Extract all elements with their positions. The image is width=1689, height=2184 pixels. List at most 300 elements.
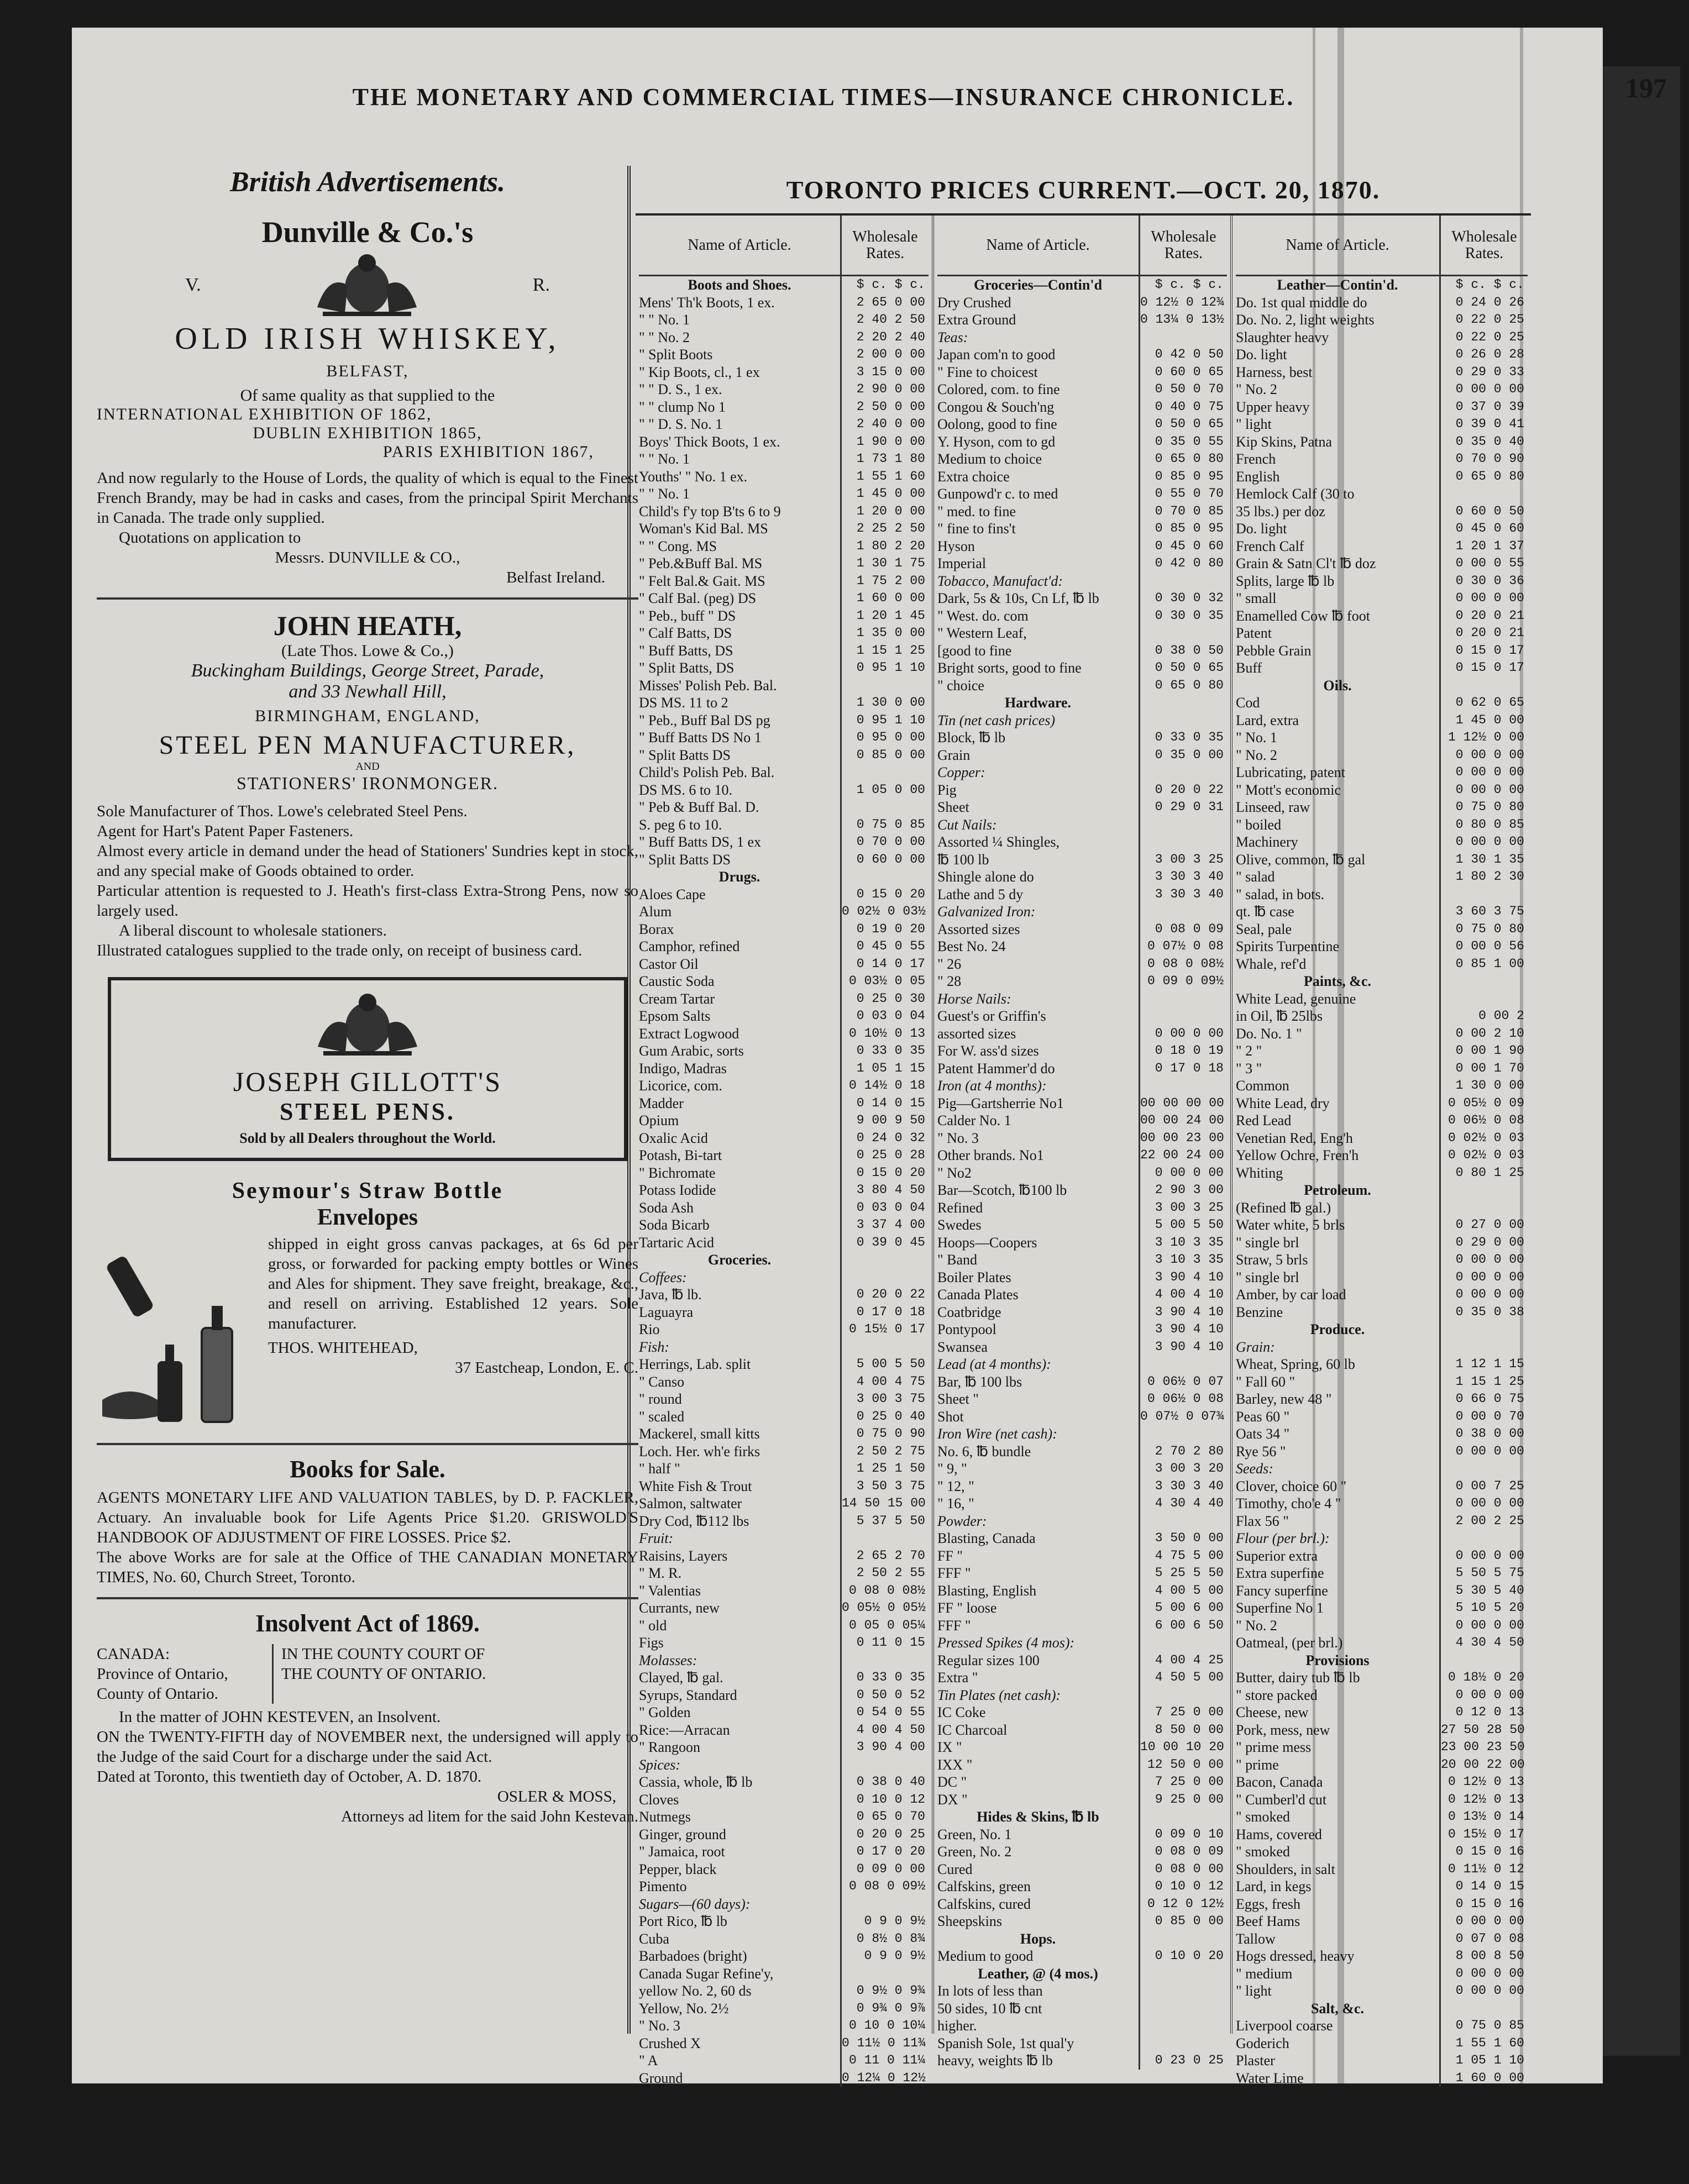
article-name: Bright sorts, good to fine [937, 660, 1082, 676]
wholesale-rate: 5 37 5 50 [840, 1513, 929, 1530]
dunville-location: Belfast Ireland. [506, 569, 605, 586]
price-row [937, 624, 1227, 642]
article-name: Castor Oil [639, 956, 699, 972]
price-row [937, 1338, 1227, 1356]
price-row [1236, 1042, 1528, 1060]
section-heading-row [1236, 973, 1528, 990]
price-row [1236, 555, 1528, 573]
wholesale-rate: 0 15½ 0 17 [1439, 1826, 1528, 1844]
price-row [1236, 1947, 1528, 1965]
article-name: Extract Logwood [639, 1025, 739, 1042]
wholesale-rate: 3 50 3 75 [840, 1478, 929, 1495]
wholesale-rate [840, 764, 929, 781]
price-row [937, 1687, 1227, 1704]
wholesale-rate [840, 1756, 929, 1774]
price-row [639, 2017, 929, 2035]
price-row [639, 712, 929, 729]
wholesale-rate: 0 75 0 85 [840, 816, 929, 834]
wholesale-rate: 0 03½ 0 05 [840, 973, 929, 990]
price-row [639, 642, 929, 660]
price-row [1236, 1721, 1528, 1739]
price-row [639, 851, 929, 869]
article-name: Medium to good [937, 1948, 1034, 1964]
article-name: Barbadoes (bright) [639, 1948, 747, 1964]
wholesale-rate [1139, 1513, 1227, 1530]
wholesale-rate: 3 50 0 00 [1139, 1530, 1227, 1547]
article-name: Wheat, Spring, 60 lb [1236, 1356, 1355, 1372]
article-name: Bar—Scotch, ℔100 lb [937, 1182, 1067, 1198]
article-name: Rio [639, 1321, 660, 1337]
price-row [639, 468, 929, 486]
price-row [937, 938, 1227, 956]
wholesale-rate [1439, 1182, 1528, 1199]
page-header: THE MONETARY AND COMMERCIAL TIMES—INSURANCE CHRONICLE. [352, 83, 1295, 111]
price-row [1236, 851, 1528, 869]
price-row [937, 520, 1227, 538]
price-row [1236, 1773, 1528, 1791]
price-row [1236, 1565, 1528, 1582]
insolvent-attorneys: Attorneys ad litem for the said John Kestevan. [341, 1808, 638, 1825]
price-row [1236, 938, 1528, 956]
price-row [1236, 2017, 1528, 2035]
wholesale-rate [1439, 485, 1528, 503]
wholesale-rate [1139, 694, 1227, 712]
wholesale-rate: 5 10 5 20 [1439, 1599, 1528, 1617]
article-name: " No. 2 [1236, 1617, 1277, 1634]
price-row [937, 364, 1227, 381]
wholesale-rate: 0 75 0 90 [840, 1425, 929, 1443]
price-row [1236, 868, 1528, 886]
wholesale-rate: 0 00 0 00 [1439, 764, 1528, 781]
wholesale-rate [1439, 973, 1528, 990]
dunville-p3: DUBLIN EXHIBITION 1865, [253, 424, 482, 442]
article-name: Pressed Spikes (4 mos): [937, 1635, 1075, 1651]
wholesale-rate: 1 05 1 15 [840, 1060, 929, 1078]
price-row [639, 503, 929, 521]
price-row [639, 1095, 929, 1112]
wholesale-rate: 2 65 0 00 [840, 294, 929, 312]
books-ad [97, 1455, 638, 1587]
article-name: White Fish & Trout [639, 1478, 752, 1494]
wholesale-rate: 0 25 0 30 [840, 990, 929, 1008]
wholesale-rate [840, 868, 929, 886]
wholesale-rate: 1 20 1 37 [1439, 538, 1528, 555]
wholesale-rate: 1 05 1 10 [1439, 2052, 1528, 2070]
name-header: Name of Article. [688, 236, 791, 254]
wholesale-rate: 0 02½ 0 03½ [840, 903, 929, 921]
wholesale-rate: 0 15 0 17 [1439, 659, 1528, 677]
article-name: higher. [937, 2018, 977, 2034]
wholesale-rate [1139, 903, 1227, 921]
section-heading-row [1236, 1182, 1528, 1199]
wholesale-rate: 0 08 0 00 [1139, 1861, 1227, 1878]
wholesale-rate: 0 25 0 28 [840, 1147, 929, 1164]
price-row [639, 1234, 929, 1252]
wholesale-rate: 0 75 0 80 [1439, 799, 1528, 816]
article-name: Do. light [1236, 347, 1287, 363]
article-name: Potash, Bi-tart [639, 1147, 722, 1163]
wholesale-rate: 0 33 0 35 [840, 1669, 929, 1687]
price-row [639, 903, 929, 921]
heath-late: (Late Thos. Lowe & Co.,) [281, 642, 454, 660]
wholesale-rate: 3 60 3 75 [1439, 903, 1528, 921]
wholesale-rate: 0 00 0 00 [1139, 1164, 1227, 1182]
wholesale-rate: 0 25 0 40 [840, 1408, 929, 1426]
price-row [1236, 1286, 1528, 1304]
article-name: Pig [937, 781, 957, 798]
insolvent-court: IN THE COUNTY COURT OF [281, 1645, 485, 1663]
price-row [639, 1321, 929, 1338]
wholesale-rate: 0 05½ 0 09 [1439, 1095, 1528, 1112]
article-name: Madder [639, 1095, 684, 1111]
wholesale-rate: 0 00 0 56 [1439, 938, 1528, 956]
article-name: " Buff Batts DS, 1 ex [639, 834, 762, 850]
price-row [1236, 1425, 1528, 1443]
price-row [639, 1304, 929, 1321]
price-row [639, 607, 929, 625]
article-name: " Peb & Buff Bal. D. [639, 799, 759, 815]
article-name: Loch. Her. wh'e firks [639, 1443, 760, 1460]
article-name: Liverpool coarse [1236, 2018, 1333, 2034]
wholesale-rate: 1 55 1 60 [1439, 2035, 1528, 2052]
article-name: Block, ℔ lb [937, 729, 1006, 746]
article-name: Spanish Sole, 1st qual'y [937, 2035, 1074, 2051]
price-row [639, 1530, 929, 1547]
price-row [639, 1130, 929, 1147]
article-name: Slaughter heavy [1236, 329, 1329, 345]
price-row [1236, 799, 1528, 816]
price-row [937, 468, 1227, 486]
article-name: Java, ℔ lb. [639, 1287, 702, 1303]
wholesale-rate [1439, 990, 1528, 1008]
prices-current-table [636, 166, 1531, 2086]
wholesale-rate [840, 799, 929, 816]
heath-b6: Illustrated catalogues supplied to the trade only, on receipt of business card. [97, 942, 583, 959]
article-name: Child's f'y top B'ts 6 to 9 [639, 503, 781, 519]
wholesale-rate: 0 30 0 36 [1439, 573, 1528, 590]
wholesale-rate: 0 17 0 18 [1139, 1060, 1227, 1078]
wholesale-rate: 0 85 0 00 [840, 747, 929, 764]
wholesale-rate: 1 35 0 00 [840, 624, 929, 642]
price-row [937, 1913, 1227, 1930]
wholesale-rate: 3 00 3 25 [1139, 851, 1227, 869]
article-name: Cuba [639, 1930, 669, 1947]
wholesale-rate [1139, 1425, 1227, 1443]
article-name: " old [639, 1617, 667, 1634]
article-name: Spices: [639, 1756, 681, 1773]
wholesale-rate: 0 29 0 33 [1439, 364, 1528, 381]
wholesale-rate: 0 33 0 35 [840, 1042, 929, 1060]
price-row [639, 398, 929, 416]
price-row [639, 364, 929, 381]
article-name: Splits, large ℔ lb [1236, 573, 1335, 589]
wholesale-rate: 3 10 3 35 [1139, 1251, 1227, 1269]
article-name: Raisins, Layers [639, 1547, 728, 1564]
price-row [1236, 886, 1528, 904]
price-row [1236, 311, 1528, 329]
wholesale-rate: 0 03 0 04 [840, 1007, 929, 1025]
wholesale-rate: 0 12½ 0 13 [1439, 1791, 1528, 1809]
article-name: Clayed, ℔ gal. [639, 1670, 723, 1686]
wholesale-rate: $ c. $ c. [1139, 276, 1227, 294]
wholesale-rate: 0 00 0 55 [1439, 555, 1528, 573]
price-row [937, 346, 1227, 364]
wholesale-rate: 1 20 0 00 [840, 503, 929, 521]
section-heading-row [1236, 1652, 1528, 1670]
price-row [639, 311, 929, 329]
price-row [639, 1338, 929, 1356]
wholesale-rate [1139, 1965, 1227, 1983]
article-name: Lubricating, patent [1236, 764, 1345, 780]
crest-v: V. [185, 275, 201, 295]
wholesale-rate: 0 07 0 08 [1439, 1930, 1528, 1948]
price-row [639, 781, 929, 799]
article-name: Do. No. 1 " [1236, 1025, 1302, 1042]
wholesale-rate [1139, 1634, 1227, 1652]
article-name: Extra superfine [1236, 1565, 1324, 1581]
price-row [639, 816, 929, 834]
article-name: Butter, dairy tub ℔ lb [1236, 1670, 1360, 1686]
seymour-title: Seymour's Straw Bottle [232, 1178, 503, 1204]
article-name: Woman's Kid Bal. MS [639, 521, 768, 537]
crest-r: R. [532, 275, 550, 295]
page-edge [1603, 66, 1680, 2056]
article-name: Spirits Turpentine [1236, 938, 1340, 954]
wholesale-rate [840, 1269, 929, 1287]
wholesale-rate: 0 08 0 09 [1139, 1843, 1227, 1861]
gillott-ad [108, 977, 627, 1161]
article-name: Pebble Grain [1236, 642, 1312, 659]
wholesale-rate: 23 00 23 50 [1439, 1739, 1528, 1756]
article-name: Oxalic Acid [639, 1130, 708, 1146]
article-name: " Western Leaf, [937, 625, 1027, 641]
article-name: Sugars—(60 days): [639, 1896, 751, 1912]
price-row [937, 2052, 1227, 2070]
article-name: DS MS. 11 to 2 [639, 695, 728, 711]
price-row [937, 1269, 1227, 1287]
price-row [1236, 1704, 1528, 1721]
article-name: Assorted ¼ Shingles, [937, 834, 1059, 850]
wholesale-rate: 0 35 0 55 [1139, 433, 1227, 451]
article-name: IX " [937, 1739, 962, 1755]
article-name: FF " [937, 1547, 963, 1564]
wholesale-rate: 2 70 2 80 [1139, 1443, 1227, 1461]
article-name: " med. to fine [937, 503, 1016, 519]
wholesale-rate: 0 15 0 20 [840, 886, 929, 904]
article-name: Salmon, saltwater [639, 1495, 742, 1511]
article-name: " store packed [1236, 1687, 1318, 1703]
wholesale-rate: 0 35 0 38 [1439, 1304, 1528, 1321]
wholesale-rate: 0 60 0 00 [840, 851, 929, 869]
article-name: " smoked [1236, 1844, 1290, 1860]
article-name: [good to fine [937, 642, 1012, 659]
wholesale-rate: 0 05 0 05¼ [840, 1617, 929, 1635]
article-name: Fruit: [639, 1530, 674, 1546]
price-rows [1236, 276, 1528, 2087]
article-name: Opium [639, 1112, 679, 1128]
wholesale-rate [840, 1965, 929, 1983]
article-name: Aloes Cape [639, 886, 706, 902]
price-row [937, 677, 1227, 695]
wholesale-rate: 0 65 0 80 [1139, 677, 1227, 695]
price-row [639, 1025, 929, 1043]
price-row [1236, 1878, 1528, 1896]
article-name: yellow No. 2, 60 ds [639, 1983, 752, 1999]
price-row [639, 1147, 929, 1164]
wholesale-rate: 3 30 3 40 [1139, 868, 1227, 886]
price-row [639, 1077, 929, 1095]
wholesale-rate: 0 02½ 0 03 [1439, 1147, 1528, 1164]
price-row [639, 1112, 929, 1130]
price-row [937, 1791, 1227, 1809]
article-name: Petroleum. [1304, 1182, 1371, 1198]
wholesale-rate: 1 30 0 00 [1439, 1077, 1528, 1095]
wholesale-rate: 0 24 0 32 [840, 1130, 929, 1147]
article-name: Currants, new [639, 1600, 720, 1616]
article-name: " 2 " [1236, 1043, 1262, 1059]
wholesale-rate: 0 00 0 00 [1439, 1913, 1528, 1930]
price-row [639, 1599, 929, 1617]
section-heading-row [639, 276, 929, 294]
seymour-title-2: Envelopes [317, 1205, 418, 1230]
article-name: Sheet [937, 799, 969, 815]
article-name: Do. light [1236, 521, 1287, 537]
price-row [639, 1652, 929, 1670]
article-name: Teas: [937, 329, 968, 345]
article-name: Pimento [639, 1878, 687, 1894]
price-row [1236, 1199, 1528, 1217]
wholesale-rate: 5 00 5 50 [1139, 1216, 1227, 1234]
wholesale-rate: 0 00 0 00 [1439, 747, 1528, 764]
price-row [1236, 712, 1528, 729]
wholesale-rate: $ c. $ c. [1439, 276, 1528, 294]
price-row [937, 398, 1227, 416]
price-row [639, 1042, 929, 1060]
section-heading-row [639, 1251, 929, 1269]
price-row [1236, 1234, 1528, 1252]
seymour-address: 37 Eastcheap, London, E. C. [455, 1359, 638, 1377]
wholesale-rate: 3 90 4 00 [840, 1739, 929, 1756]
article-name: " Canso [639, 1373, 685, 1390]
price-row [1236, 398, 1528, 416]
article-name: Tallow [1236, 1930, 1276, 1947]
rates-header: Wholesale Rates. [1139, 216, 1227, 275]
wholesale-rate: 0 9½ 0 9¾ [840, 1982, 929, 2000]
article-name: " Fine to choicest [937, 364, 1038, 380]
article-name: Yellow Ochre, Fren'h [1236, 1147, 1359, 1163]
wholesale-rate: 2 50 2 75 [840, 1443, 929, 1461]
price-row [639, 1390, 929, 1408]
wholesale-rate: 1 30 1 75 [840, 555, 929, 573]
article-name: IC Charcoal [937, 1721, 1008, 1738]
article-name: " light [1236, 1983, 1272, 1999]
article-name: Timothy, cho'e 4 " [1236, 1495, 1341, 1511]
wholesale-rate: 0 00 0 00 [1439, 1617, 1528, 1635]
wholesale-rate: 4 30 4 50 [1439, 1634, 1528, 1652]
wholesale-rate: 0 00 0 00 [1439, 1286, 1528, 1304]
price-row [639, 747, 929, 764]
wholesale-rate [1139, 1930, 1227, 1948]
wholesale-rate: 2 65 2 70 [840, 1547, 929, 1565]
heath-name: JOHN HEATH, [273, 610, 462, 641]
wholesale-rate [1139, 833, 1227, 851]
wholesale-rate: 2 20 2 40 [840, 329, 929, 347]
price-row [639, 2052, 929, 2070]
books-body: AGENTS MONETARY LIFE AND VALUATION TABLES, by D. P. FACKLER, Actuary. An invaluable book for Life Agents Price $1.20. GRISWOLD'S HANDBOOK OF ADJUSTMENT OF FIRE LOSSES. Price $2. [97, 1489, 638, 1546]
price-row [1236, 1373, 1528, 1391]
article-name: White Lead, genuine [1236, 990, 1356, 1007]
article-name: Hops. [1020, 1930, 1056, 1947]
wholesale-rate: 0 00 1 90 [1439, 1042, 1528, 1060]
wholesale-rate: 0 9 0 9½ [840, 1947, 929, 1965]
article-name: Green, No. 2 [937, 1844, 1012, 1860]
price-row [937, 1947, 1227, 1965]
price-row [937, 1478, 1227, 1495]
price-row [639, 1373, 929, 1391]
article-name: White Lead, dry [1236, 1095, 1330, 1111]
dunville-messrs: Messrs. DUNVILLE & CO., [275, 549, 460, 566]
article-name: " single brl [1236, 1269, 1299, 1285]
article-name: Grain & Satn Cl't ℔ doz [1236, 555, 1376, 571]
wholesale-rate: 0 14 0 17 [840, 956, 929, 973]
dunville-product: OLD IRISH WHISKEY, [175, 322, 560, 356]
price-row [937, 886, 1227, 904]
price-row [937, 903, 1227, 921]
wholesale-rate [1439, 1530, 1528, 1547]
wholesale-rate [1439, 1321, 1528, 1338]
books-title: Books for Sale. [290, 1456, 445, 1483]
price-row [1236, 468, 1528, 486]
wholesale-rate: 0 37 0 39 [1439, 398, 1528, 416]
article-name: Leather, @ (4 mos.) [978, 1965, 1098, 1982]
section-title: British Advertisements. [230, 166, 505, 198]
article-name: Tobacco, Manufact'd: [937, 573, 1063, 589]
price-row [1236, 1356, 1528, 1373]
article-name: Iron (at 4 months): [937, 1078, 1047, 1094]
article-name: Camphor, refined [639, 938, 740, 954]
article-name: Hogs dressed, heavy [1236, 1948, 1355, 1964]
price-row [937, 1878, 1227, 1896]
wholesale-rate: 0 55 0 70 [1139, 485, 1227, 503]
article-name: Swedes [937, 1217, 982, 1233]
wholesale-rate: 0 54 0 55 [840, 1704, 929, 1721]
price-row [639, 573, 929, 590]
wholesale-rate: 3 00 3 20 [1139, 1460, 1227, 1478]
article-name: Alum [639, 904, 672, 920]
article-name: Lathe and 5 dy [937, 886, 1024, 902]
price-row [937, 956, 1227, 973]
price-row [937, 799, 1227, 816]
price-row [1236, 1599, 1528, 1617]
wholesale-rate: 5 30 5 40 [1439, 1582, 1528, 1600]
price-row [937, 1739, 1227, 1756]
price-row [937, 1652, 1227, 1670]
wholesale-rate: 00 00 23 00 [1139, 1130, 1227, 1147]
wholesale-rate: 0 45 0 60 [1139, 538, 1227, 555]
article-name: No. 6, ℔ bundle [937, 1443, 1031, 1460]
article-name: " " No. 1 [639, 486, 690, 502]
ad-divider [97, 597, 638, 600]
article-name: 50 sides, 10 ℔ cnt [937, 2000, 1042, 2017]
article-name: Patent Hammer'd do [937, 1060, 1055, 1077]
price-row [639, 799, 929, 816]
price-row [1236, 1896, 1528, 1913]
article-name: Gum Arabic, sorts [639, 1043, 744, 1059]
article-name: Japan com'n to good [937, 347, 1056, 363]
dunville-body: And now regularly to the House of Lords, the quality of which is equal to the Finest French Brandy, may be had in casks and cases, from the principal Spirit Merchants in Canada. The trade only supplied. [97, 469, 638, 527]
wholesale-rate: 0 00 0 00 [1439, 1547, 1528, 1565]
insolvent-notice [97, 1609, 638, 1826]
